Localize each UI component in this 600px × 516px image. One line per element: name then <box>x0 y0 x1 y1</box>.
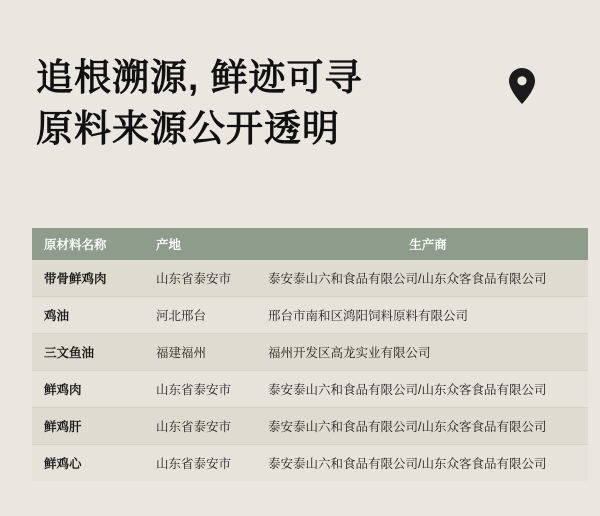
column-header-producer: 生产商 <box>409 238 447 252</box>
table-row <box>32 334 588 371</box>
cell-producer: 泰安泰山六和食品有限公司/山东众客食品有限公司 <box>268 457 547 471</box>
cell-origin: 福建福州 <box>148 334 268 371</box>
cell-origin: 山东省泰安市 <box>148 408 268 445</box>
headline-line-2: 原料来源公开透明 <box>36 108 340 150</box>
location-pin-icon <box>500 64 544 108</box>
cell-producer: 福州开发区高龙实业有限公司 <box>268 334 588 371</box>
table-row <box>32 408 588 445</box>
cell-name: 鲜鸡肉 <box>32 371 148 408</box>
cell-name: 带骨鲜鸡肉 <box>32 260 148 297</box>
table-row <box>32 371 588 408</box>
column-header-origin: 产地 <box>156 238 182 252</box>
cell-origin: 山东省泰安市 <box>156 457 232 471</box>
table-row <box>32 260 588 297</box>
cell-name: 鸡油 <box>32 297 148 334</box>
cell-name: 三文鱼油 <box>32 334 148 371</box>
headline-line-1: 追根溯源, 鲜迹可寻 <box>36 57 363 98</box>
cell-producer: 泰安泰山六和食品有限公司/山东众客食品有限公司 <box>268 260 588 297</box>
ingredient-source-table <box>32 228 568 481</box>
column-header-name: 原材料名称 <box>44 238 107 252</box>
table-row <box>32 445 588 482</box>
cell-producer: 泰安泰山六和食品有限公司/山东众客食品有限公司 <box>268 408 588 445</box>
cell-origin: 山东省泰安市 <box>148 260 268 297</box>
headline-block <box>36 52 566 154</box>
cell-name: 鲜鸡肝 <box>32 408 148 445</box>
cell-producer: 泰安泰山六和食品有限公司/山东众客食品有限公司 <box>268 371 588 408</box>
table-header-row <box>32 228 588 260</box>
page-title <box>36 52 566 154</box>
cell-origin: 河北邢台 <box>148 297 268 334</box>
cell-name: 鲜鸡心 <box>44 457 82 471</box>
table-row <box>32 297 588 334</box>
cell-origin: 山东省泰安市 <box>148 371 268 408</box>
cell-producer: 邢台市南和区鸿阳饲料原料有限公司 <box>268 297 588 334</box>
